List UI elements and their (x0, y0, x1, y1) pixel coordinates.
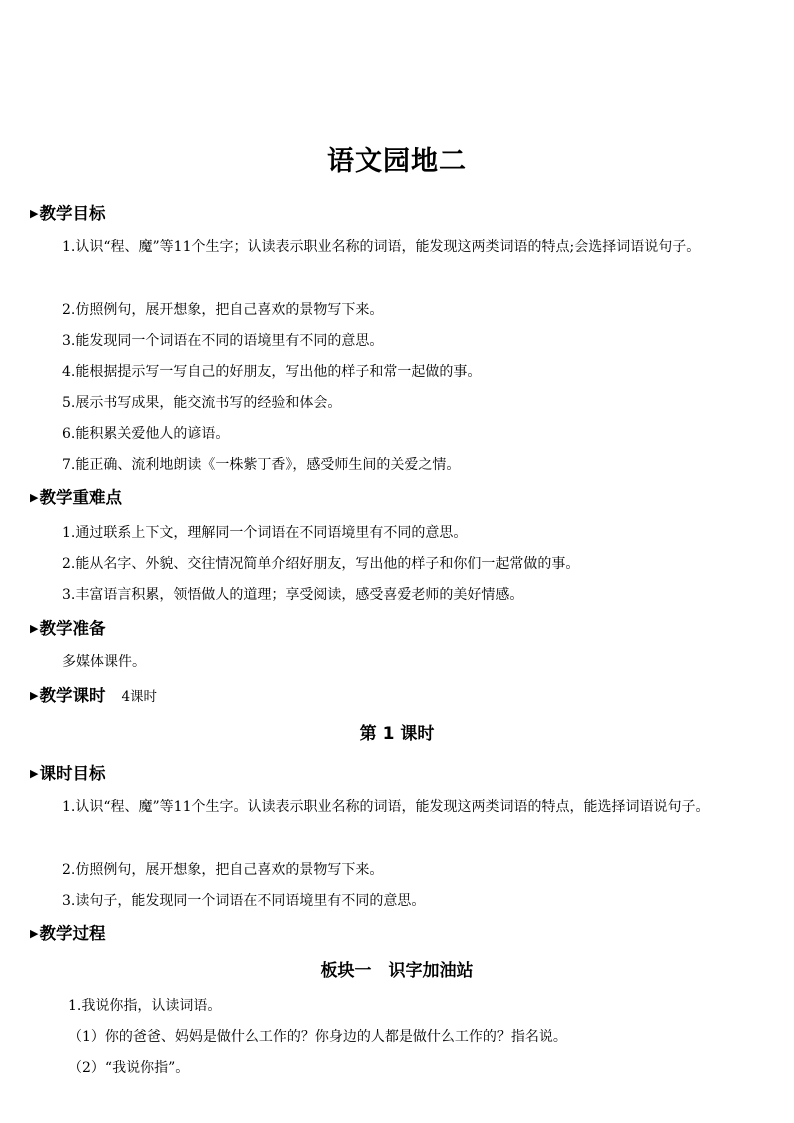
key-point-3: 3.丰富语言积累，领悟做人的道理；享受阅读，感受喜爱老师的美好情感。 (62, 587, 524, 603)
section-heading-hours: ▶教学课时 4课时 (30, 686, 158, 705)
triangle-bullet-icon: ▶ (30, 767, 39, 780)
goal-item-7: 7.能正确、流利地朗读《一株紫丁香》，感受师生间的关爱之情。 (62, 457, 461, 473)
step-1-sub-2: （2）“我说你指”。 (68, 1060, 190, 1076)
triangle-bullet-icon: ▶ (30, 689, 39, 702)
section-heading-process: ▶教学过程 (30, 924, 106, 943)
goal-item-3: 3.能发现同一个词语在不同的语境里有不同的意思。 (62, 333, 384, 349)
step-1: 1.我说你指，认读词语。 (68, 998, 222, 1014)
goal-item-1: 1.认识“程、魔”等11个生字；认读表示职业名称的词语，能发现这两类词语的特点;会选择词语说句子。 (62, 239, 701, 255)
lesson-title: 第 1 课时 (359, 724, 435, 744)
key-point-2: 2.能从名字、外貌、交往情况简单介绍好朋友，写出他的样子和你们一起常做的事。 (62, 556, 580, 572)
section-heading-preparation: ▶教学准备 (30, 619, 106, 638)
triangle-bullet-icon: ▶ (30, 491, 39, 504)
triangle-bullet-icon: ▶ (30, 622, 39, 635)
hours-value: 4课时 (121, 689, 158, 705)
step-1-sub-1: （1）你的爸爸、妈妈是做什么工作的？你身边的人都是做什么工作的？指名说。 (68, 1029, 567, 1045)
lesson-goal-2: 2.仿照例句，展开想象，把自己喜欢的景物写下来。 (62, 862, 384, 878)
goal-item-4: 4.能根据提示写一写自己的好朋友，写出他的样子和常一起做的事。 (62, 364, 482, 380)
key-point-1: 1.通过联系上下文，理解同一个词语在不同语境里有不同的意思。 (62, 525, 468, 541)
page-title: 语文园地二 (327, 146, 467, 177)
lesson-goal-3: 3.读句子，能发现同一个词语在不同语境里有不同的意思。 (62, 893, 426, 909)
triangle-bullet-icon: ▶ (30, 207, 39, 220)
triangle-bullet-icon: ▶ (30, 927, 39, 940)
section-heading-goals: ▶教学目标 (30, 204, 106, 223)
block-title: 板块一 识字加油站 (320, 961, 474, 981)
goal-item-5: 5.展示书写成果，能交流书写的经验和体会。 (62, 395, 342, 411)
goal-item-6: 6.能积累关爱他人的谚语。 (62, 426, 230, 442)
section-heading-lesson-goals: ▶课时目标 (30, 764, 106, 783)
preparation-text: 多媒体课件。 (62, 654, 146, 670)
lesson-goal-1: 1.认识“程、魔”等11个生字。认读表示职业名称的词语，能发现这两类词语的特点，能选择词语说句子。 (62, 799, 710, 815)
section-heading-key-points: ▶教学重难点 (30, 488, 122, 507)
goal-item-2: 2.仿照例句，展开想象，把自己喜欢的景物写下来。 (62, 302, 384, 318)
